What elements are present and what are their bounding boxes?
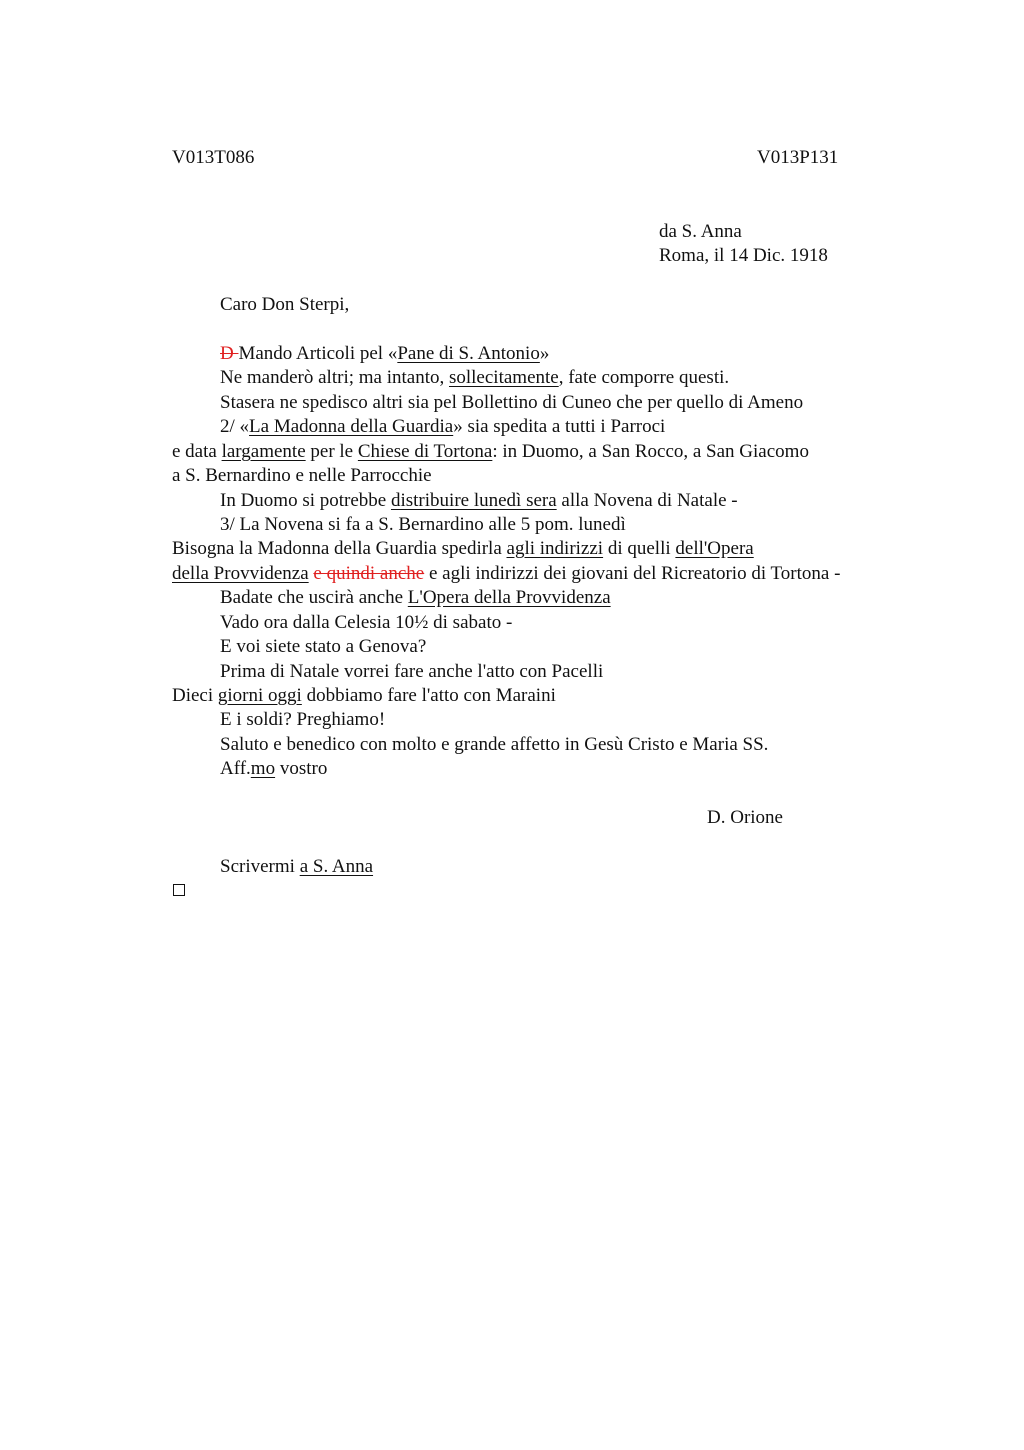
body-line-6: a S. Bernardino e nelle Parrocchie — [172, 465, 432, 486]
body-line-14: Prima di Natale vorrei fare anche l'atto con Pacelli — [220, 661, 604, 682]
body-line-10: della Provvidenza e quindi anche e agli indirizzi dei giovani del Ricreatorio di Tortona - — [172, 563, 841, 584]
underlined-text: agli indirizzi — [506, 538, 604, 559]
body-line-4: 2/ «La Madonna della Guardia» sia spedita a tutti i Parroci — [220, 416, 666, 437]
underlined-text: Pane di S. Antonio — [397, 343, 540, 364]
underlined-text: giorni oggi — [217, 685, 302, 706]
place-line: da S. Anna — [659, 221, 742, 242]
deleted-text: e quindi anche — [313, 563, 425, 584]
underlined-text: Chiese di Tortona — [357, 441, 493, 462]
underlined-text: mo — [250, 758, 276, 779]
salutation: Caro Don Sterpi, — [220, 294, 350, 315]
underlined-text: sollecitamente — [448, 367, 559, 388]
end-marker-box — [173, 884, 185, 896]
body-line-15: Dieci giorni oggi dobbiamo fare l'atto con Maraini — [172, 685, 556, 706]
underlined-text: L'Opera della Provvidenza — [407, 587, 611, 608]
header-left-code: V013T086 — [172, 147, 255, 168]
underlined-text: dell'Opera — [675, 538, 754, 559]
header-right-code: V013P131 — [757, 147, 839, 168]
body-line-7: In Duomo si potrebbe distribuire lunedì sera alla Novena di Natale - — [220, 490, 738, 511]
underlined-text: distribuire lunedì sera — [390, 490, 557, 511]
underlined-text: La Madonna della Guardia — [249, 416, 454, 437]
body-line-12: Vado ora dalla Celesia 10½ di sabato - — [220, 612, 513, 633]
body-line-8: 3/ La Novena si fa a S. Bernardino alle 5 pom. lunedì — [220, 514, 626, 535]
body-line-2: Ne manderò altri; ma intanto, sollecitamente, fate comporre questi. — [220, 367, 730, 388]
postscript: Scrivermi a S. Anna — [220, 856, 374, 877]
body-line-3: Stasera ne spedisco altri sia pel Bollettino di Cuneo che per quello di Ameno — [220, 392, 804, 413]
body-line-1: D Mando Articoli pel «Pane di S. Antonio» — [220, 343, 550, 364]
deleted-text: D — [220, 343, 239, 364]
body-line-18: Aff.mo vostro — [220, 758, 328, 779]
date-line: Roma, il 14 Dic. 1918 — [659, 245, 828, 266]
signature: D. Orione — [707, 807, 783, 828]
underlined-text: largamente — [221, 441, 306, 462]
body-line-13: E voi siete stato a Genova? — [220, 636, 427, 657]
body-line-5: e data largamente per le Chiese di Tortona: in Duomo, a San Rocco, a San Giacomo — [172, 441, 809, 462]
body-line-9: Bisogna la Madonna della Guardia spedirla agli indirizzi di quelli dell'Opera — [172, 538, 754, 559]
body-line-16: E i soldi? Preghiamo! — [220, 709, 386, 730]
body-line-17: Saluto e benedico con molto e grande affetto in Gesù Cristo e Maria SS. — [220, 734, 769, 755]
body-line-11: Badate che uscirà anche L'Opera della Provvidenza — [220, 587, 611, 608]
underlined-text: a S. Anna — [299, 856, 374, 877]
underlined-text: della Provvidenza — [172, 563, 309, 584]
